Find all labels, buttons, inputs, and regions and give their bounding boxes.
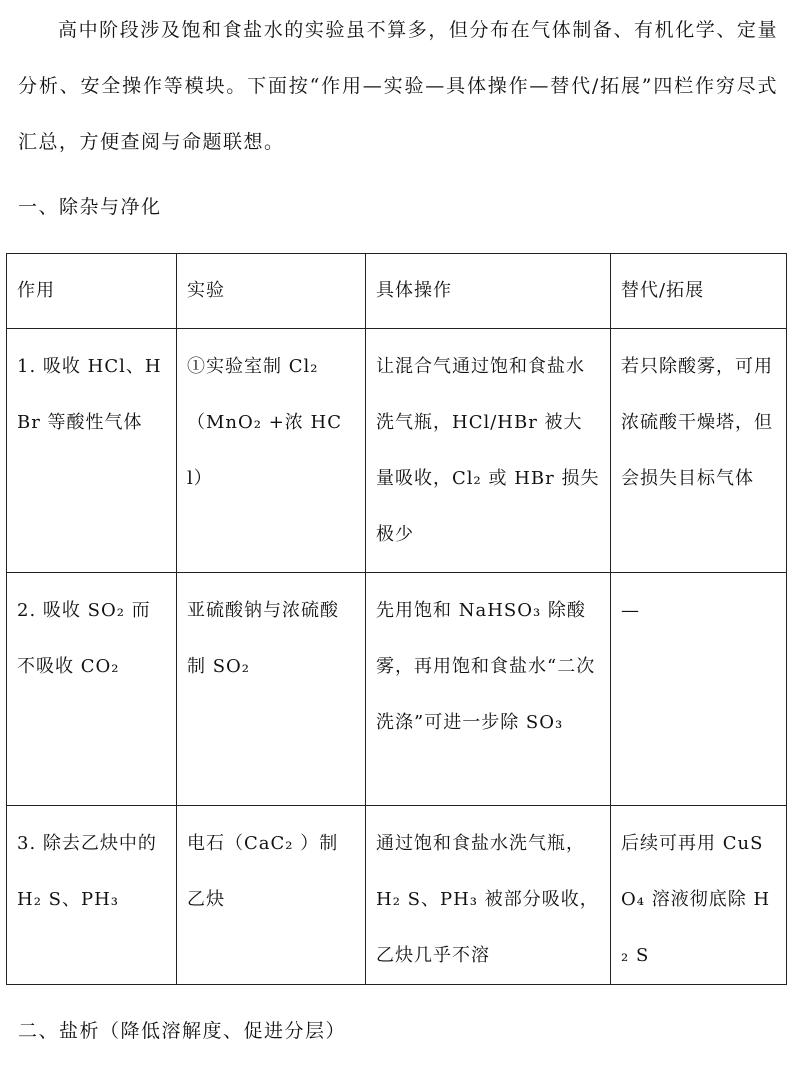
table-cell: 电石（CaC₂ ）制乙炔 <box>177 806 366 985</box>
table-cell: 通过饱和食盐水洗气瓶，H₂ S、PH₃ 被部分吸收，乙炔几乎不溶 <box>366 806 611 985</box>
purification-table <box>6 253 787 985</box>
table-row <box>7 573 787 806</box>
table-cell: — <box>611 573 787 806</box>
table-cell: 亚硫酸钠与浓硫酸制 SO₂ <box>177 573 366 806</box>
table-cell: 先用饱和 NaHSO₃ 除酸雾，再用饱和食盐水“二次洗涤”可进一步除 SO₃ <box>366 573 611 806</box>
table-cell: 2. 吸收 SO₂ 而不吸收 CO₂ <box>7 573 177 806</box>
table-cell: 后续可再用 CuSO₄ 溶液彻底除 H₂ S <box>611 806 787 985</box>
table-cell: 若只除酸雾，可用浓硫酸干燥塔，但会损失目标气体 <box>611 329 787 573</box>
section-heading-purification: 一、除杂与净化 <box>18 196 162 218</box>
table-row <box>7 806 787 985</box>
header-cell-experiment: 实验 <box>177 254 366 329</box>
table-row <box>7 329 787 573</box>
header-cell-alternative: 替代/拓展 <box>611 254 787 329</box>
table-cell: 1. 吸收 HCl、HBr 等酸性气体 <box>7 329 177 573</box>
table-header-row <box>7 254 787 329</box>
table-cell: 让混合气通过饱和食盐水洗气瓶，HCl/HBr 被大量吸收，Cl₂ 或 HBr 损失极少 <box>366 329 611 573</box>
section-heading-salting-out: 二、盐析（降低溶解度、促进分层） <box>18 1020 347 1042</box>
table-cell: ①实验室制 Cl₂（MnO₂ +浓 HCl） <box>177 329 366 573</box>
table-cell: 3. 除去乙炔中的 H₂ S、PH₃ <box>7 806 177 985</box>
header-cell-operation: 具体操作 <box>366 254 611 329</box>
header-cell-function: 作用 <box>7 254 177 329</box>
intro-paragraph: 高中阶段涉及饱和食盐水的实验虽不算多，但分布在气体制备、有机化学、定量分析、安全操作等模块。下面按“作用—实验—具体操作—替代/拓展”四栏作穷尽式汇总，方便查阅与命题联想。 <box>18 19 778 153</box>
